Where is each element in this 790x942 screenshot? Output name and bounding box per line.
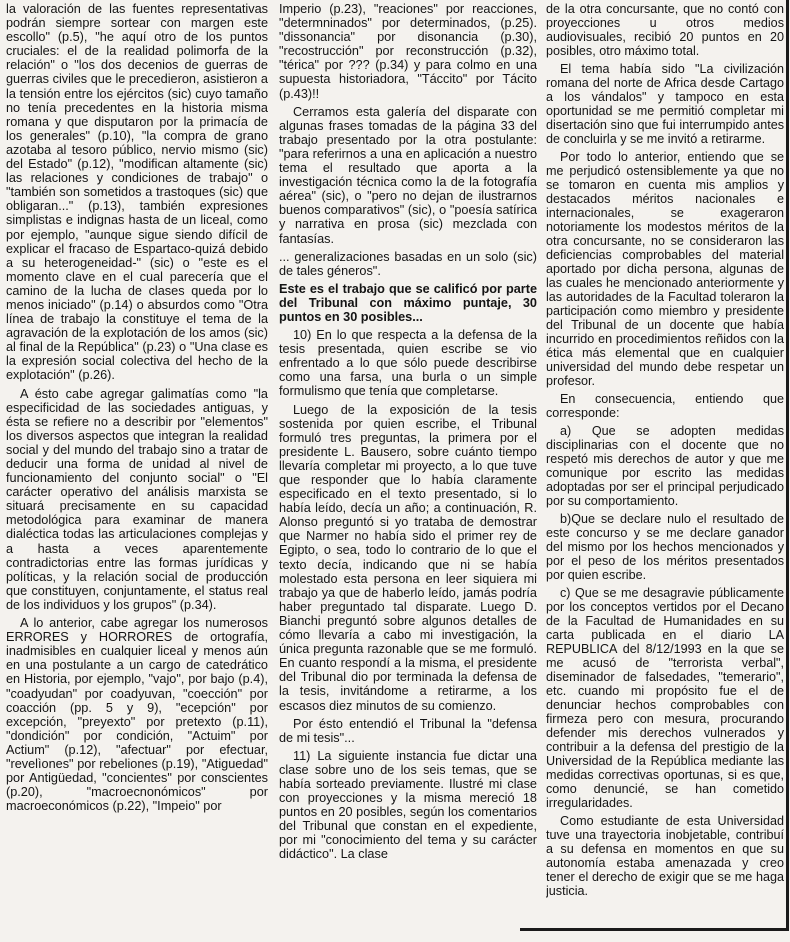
paragraph: A ésto cabe agregar galimatías como "la especificidad de las sociedades antiguas, y ésta se refiere no a describir por "elementos" los diversos aspectos que integran la realidad social y del mundo del trabajo sino a tratar de deducir una forma de unidad al nivel de funcionamiento del conjunto social" o "El carácter operativo del análisis marxista se situará precisamente en su capacidad metodológica para examinar de manera dialéctica todas las articulaciones complejas y a hasta a veces aparentemente contradictorias entre las formas jurídicas y políticas, y la relación social de producción que constituyen, conjuntamente, el status real de los individuos y los grupos" (p.34). [6,386,268,612]
paragraph: 11) La siguiente instancia fue dictar una clase sobre uno de los seis temas, que se había sorteado previamente. Ilustré mi clase con proyecciones y la misma mereció 18 puntos en 20 posibles, según los comentarios del Tribunal que constan en el expediente, por mi "conocimiento del tema y su carácter didáctico". La clase [279,748,537,862]
paragraph: Luego de la exposición de la tesis sostenida por quien escribe, el Tribunal formuló tres preguntas, la primera por el presidente L. Bausero, sobre cuánto tiempo llevaría completar mi proyecto, a lo que tuve que responder que lo había claramente especificado en el texto presentado, si lo había leído, decía un año; a continuación, R. Alonso preguntó si yo trataba de demostrar que Narmer no había sido el primer rey de Egipto, o sea, todo lo contrario de lo que el texto decía, indicando que ni se había molestado esta persona en leer siquiera mi trabajo ya que de haberlo leído, jamás podría haber preguntado tal disparate. Luego D. Bianchi preguntó sobre algunos detalles de cómo llevaría a cabo mi investigación, la única pregunta razonable que se me formuló. En cuanto respondí a la misma, el presidente del Tribunal dio por terminada la defensa de la tesis, invitándome a retirarme, a los escasos diez minutos de su comienzo. [279,402,537,713]
paragraph: Imperio (p.23), "reaciones" por reacciones, "determninados" por determinados, (p.25). "dissonancia" por disonancia (p.30), "recostrucción" por reconstrucción (p.32), "térica" por ??? (p.34) y para colmo en una supuesta historiadora, "Táccito" por Tácito (p.43)!! [279,2,537,101]
paragraph: El tema había sido "La civilización romana del norte de Africa desde Cartago a los vándalos" y tampoco en esta oportunidad se me permitió completar mi disertación sino que fui interrumpido antes de concluirla y se me invitó a retirarme. [546,62,784,146]
paragraph: A lo anterior, cabe agregar los numerosos ERRORES y HORRORES de ortografía, inadmisibles en cualquier liceal y menos aún en una postulante a un cargo de catedrático en Historia, por ejemplo, "vajo", por bajo (p.4), "coadyudan" por coadyuvan, "coección" por coacción (pp. 5 y 9), "ecepción" por excepción, "preyexto" por pretexto (p.11), "dondición" por condición, "Actuim" por Actium" (p.12), "afectuar" por efectuar, "revelìones" por rebeliones (p.19), "Atiguedad" por Antigüedad, "concientes" por conscientes (p.20), "macroecnonómicos" por macroeconómicos (p.22), "Impeio" por [6,616,268,814]
paragraph: En consecuencia, entiendo que corresponde: [546,392,784,420]
column-middle [279,2,537,914]
frame-border-right [786,0,789,930]
paragraph: a) Que se adopten medidas disciplinarias con el docente que no respetó mis derechos de autor y que me comunique por escrito las medidas adoptadas por ser el principal perjudicado por su comportamiento. [546,424,784,508]
paragraph: de la otra concursante, que no contó con proyecciones u otros medios audiovisuales, recibió 20 puntos en 20 posibles, otro máximo total. [546,2,784,58]
column-right [546,2,784,914]
paragraph: c) Que se me desagravie públicamente por los conceptos vertidos por el Decano de la Facultad de Humanidades en su carta publicada en el diario LA REPUBLICA del 8/12/1993 en la que se me acusó de "terrorista verbal", diseminador de falsedades, "temerario", etc. cuando mi propósito fue el de denunciar hechos comprobables con firmeza pero con mesura, procurando defender mis derechos vulnerados y contribuir a la defensa del prestigio de la Universidad de la República mediante las medidas correctivas oportunas, si es que, como denuncié, se han cometido irregularidades. [546,586,784,810]
paragraph: Como estudiante de esta Universidad tuve una trayectoria inobjetable, contribuí a su defensa en momentos en que su autonomía estaba amenazada y creo tener el derecho de exigir que se me haga justicia. [546,814,784,898]
paragraph: 10) En lo que respecta a la defensa de la tesis presentada, quien escribe se vio enfrentado a lo que sólo puede describirse como una farsa, una burla o un simple formulismo que tenía que completarse. [279,328,537,399]
frame-border-bottom [520,928,789,931]
paragraph: Por todo lo anterior, entiendo que se me perjudicó ostensiblemente ya que no se tomaron en cuenta mis amplios y destacados méritos nacionales e internacionales, se exageraron notoriamente los modestos méritos de la otra concursante, no se consideraron las deficiencias comprobables del material aportado por dicha persona, algunas de las cuales he mencionado anteriormente y las autoridades de la Facultad toleraron la participación como miembro y presidente del Tribunal de un docente que había incurrido en procedimientos reñidos con la ética más elemental que en cualquier universidad del mundo debe respetar un profesor. [546,150,784,388]
paragraph: ... generalizaciones basadas en un solo (sic) de tales géneros". [279,249,537,278]
paragraph: Por ésto entendió el Tribunal la "defensa de mi tesis"... [279,716,537,745]
column-left [6,2,268,914]
bold-statement: Este es el trabajo que se calificó por parte del Tribunal con máximo puntaje, 30 puntos en 30 posibles... [279,281,537,324]
paragraph: b)Que se declare nulo el resultado de este concurso y se me declare ganador del mismo por los hechos mencionados y por el peso de los méritos presentados por quien escribe. [546,512,784,582]
paragraph: Cerramos esta galería del disparate con algunas frases tomadas de la página 33 del trabajo presentado por la otra postulante: "para referirnos a una en aplicación a nuestro tema el resultado que aporta a la investigación técnica como la de la fotografía aérea" (sic), o "pero no dejan de ilustrarnos buenos comparativos" (sic), o "poesía satírica y narrativa en prosa (sic) mezclada con fantasías. [279,104,537,246]
paragraph: la valoración de las fuentes representativas podrán siempre sortear con margen este escollo" (p.5), "he aquí otro de los puntos cruciales: el de la realidad polimorfa de la relación" o "los dos decenios de guerras de guerras civiles que le precedieron, asistieron a la tensión entre los ejércitos (sic) cuyo tamaño no tenía precedentes en la historia misma romana y que disputaron por la primacía de los generales" (p.10), "la compra de grano azotaba al tesoro público, nervio mismo (sic) del Estado" (p.12), "modifican altamente (sic) las relaciones y condiciones de trabajo" o "también son sometidos a trastoques (sic) que obligaran..." (p.13), también expresiones simplistas e indignas hasta de un liceal, como por ejemplo, "aunque sigue siendo difícil de explicar el fracaso de Espartaco-quizá debido a su heterogeneidad-" (sic) o "este es el momento clave en el cual parecería que el camino de la lucha de clases queda por lo menos iniciado" (p.14) o absurdos como "Otra línea de trabajo la constituye el tema de la agravación de la explotación de los amos (sic) al final de la República" (p.23) o "Una clase es la expresión social colectiva del hecho de la explotación" (p.26). [6,2,268,383]
